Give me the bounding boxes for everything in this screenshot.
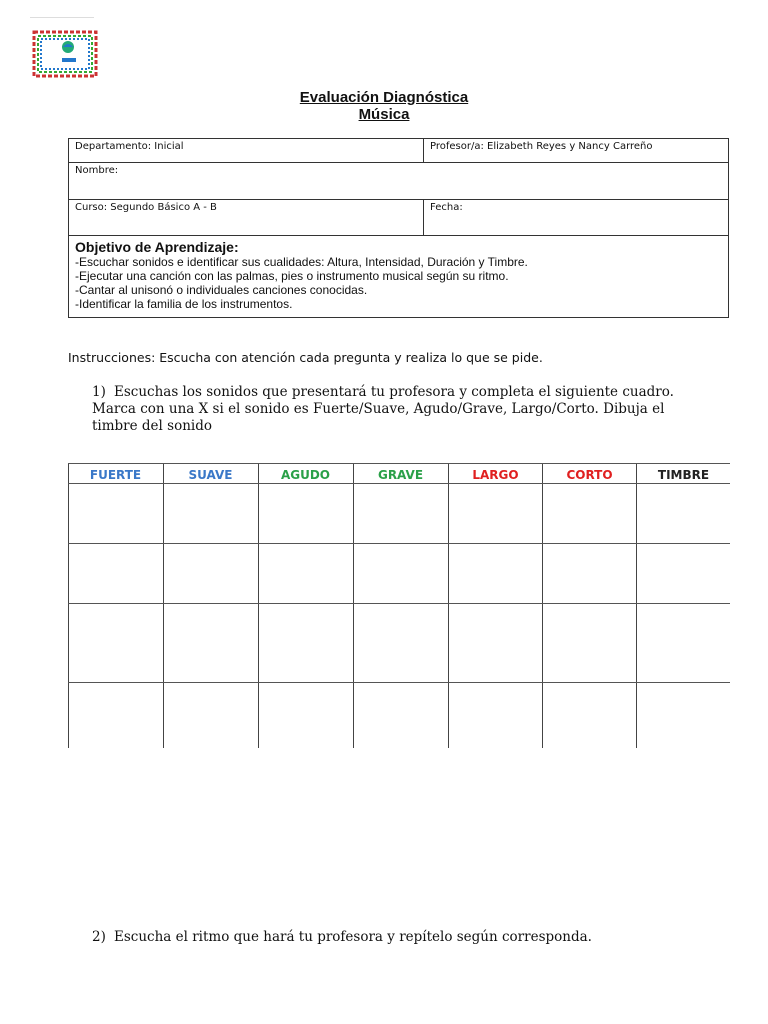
objectives-cell: [69, 236, 729, 318]
grid-row-line: [68, 463, 730, 464]
objective-item: -Escuchar sonidos e identificar sus cualidades: Altura, Intensidad, Duración y Timbre.: [75, 255, 528, 269]
grid-row-line: [68, 682, 730, 683]
name-field[interactable]: Nombre:: [69, 163, 729, 200]
question-1: [92, 384, 682, 435]
grid-column-line: [353, 463, 354, 748]
info-table: [68, 138, 729, 318]
school-logo-icon: [32, 30, 98, 78]
top-divider: [30, 17, 94, 18]
grid-column-line: [163, 463, 164, 748]
question-2: [92, 929, 712, 946]
question-text: Escucha el ritmo que hará tu profesora y repítelo según corresponda.: [114, 929, 592, 945]
grid-header-largo: LARGO: [472, 468, 519, 482]
grid-row-line: [68, 543, 730, 544]
grid-column-line: [68, 463, 69, 748]
objective-item: -Ejecutar una canción con las palmas, pies o instrumento musical según su ritmo.: [75, 269, 509, 283]
objective-item: -Identificar la familia de los instrumentos.: [75, 297, 293, 311]
teacher-cell: Profesor/a: Elizabeth Reyes y Nancy Carreño: [424, 139, 729, 163]
course-cell: Curso: Segundo Básico A - B: [69, 200, 424, 236]
grid-column-line: [258, 463, 259, 748]
page-subtitle: Música: [358, 106, 410, 123]
grid-header-corto: CORTO: [566, 468, 613, 482]
question-number: 2): [92, 929, 106, 945]
grid-column-line: [636, 463, 637, 748]
question-number: 1): [92, 384, 106, 400]
department-cell: Departamento: Inicial: [69, 139, 424, 163]
page-title: Evaluación Diagnóstica: [299, 89, 469, 106]
grid-column-line: [448, 463, 449, 748]
grid-header-grave: GRAVE: [377, 468, 424, 482]
instructions-text: Instrucciones: Escucha con atención cada pregunta y realiza lo que se pide.: [68, 350, 543, 365]
question-text: Escuchas los sonidos que presentará tu profesora y completa el siguiente cuadro. Marca con una X si el sonido es Fuerte/Suave, Agudo/Grave, Largo/Corto. Dibuja el timbre del sonido: [92, 384, 674, 434]
date-field[interactable]: Fecha:: [424, 200, 729, 236]
grid-header-agudo: AGUDO: [280, 468, 331, 482]
grid-header-timbre: TIMBRE: [657, 468, 710, 482]
objectives-title: Objetivo de Aprendizaje:: [75, 239, 239, 255]
grid-header-suave: SUAVE: [188, 468, 233, 482]
grid-header-fuerte: FUERTE: [89, 468, 142, 482]
objective-item: -Cantar al unisonó o individuales canciones conocidas.: [75, 283, 368, 297]
grid-row-line: [68, 603, 730, 604]
grid-column-line: [542, 463, 543, 748]
sound-qualities-grid: [68, 463, 730, 748]
